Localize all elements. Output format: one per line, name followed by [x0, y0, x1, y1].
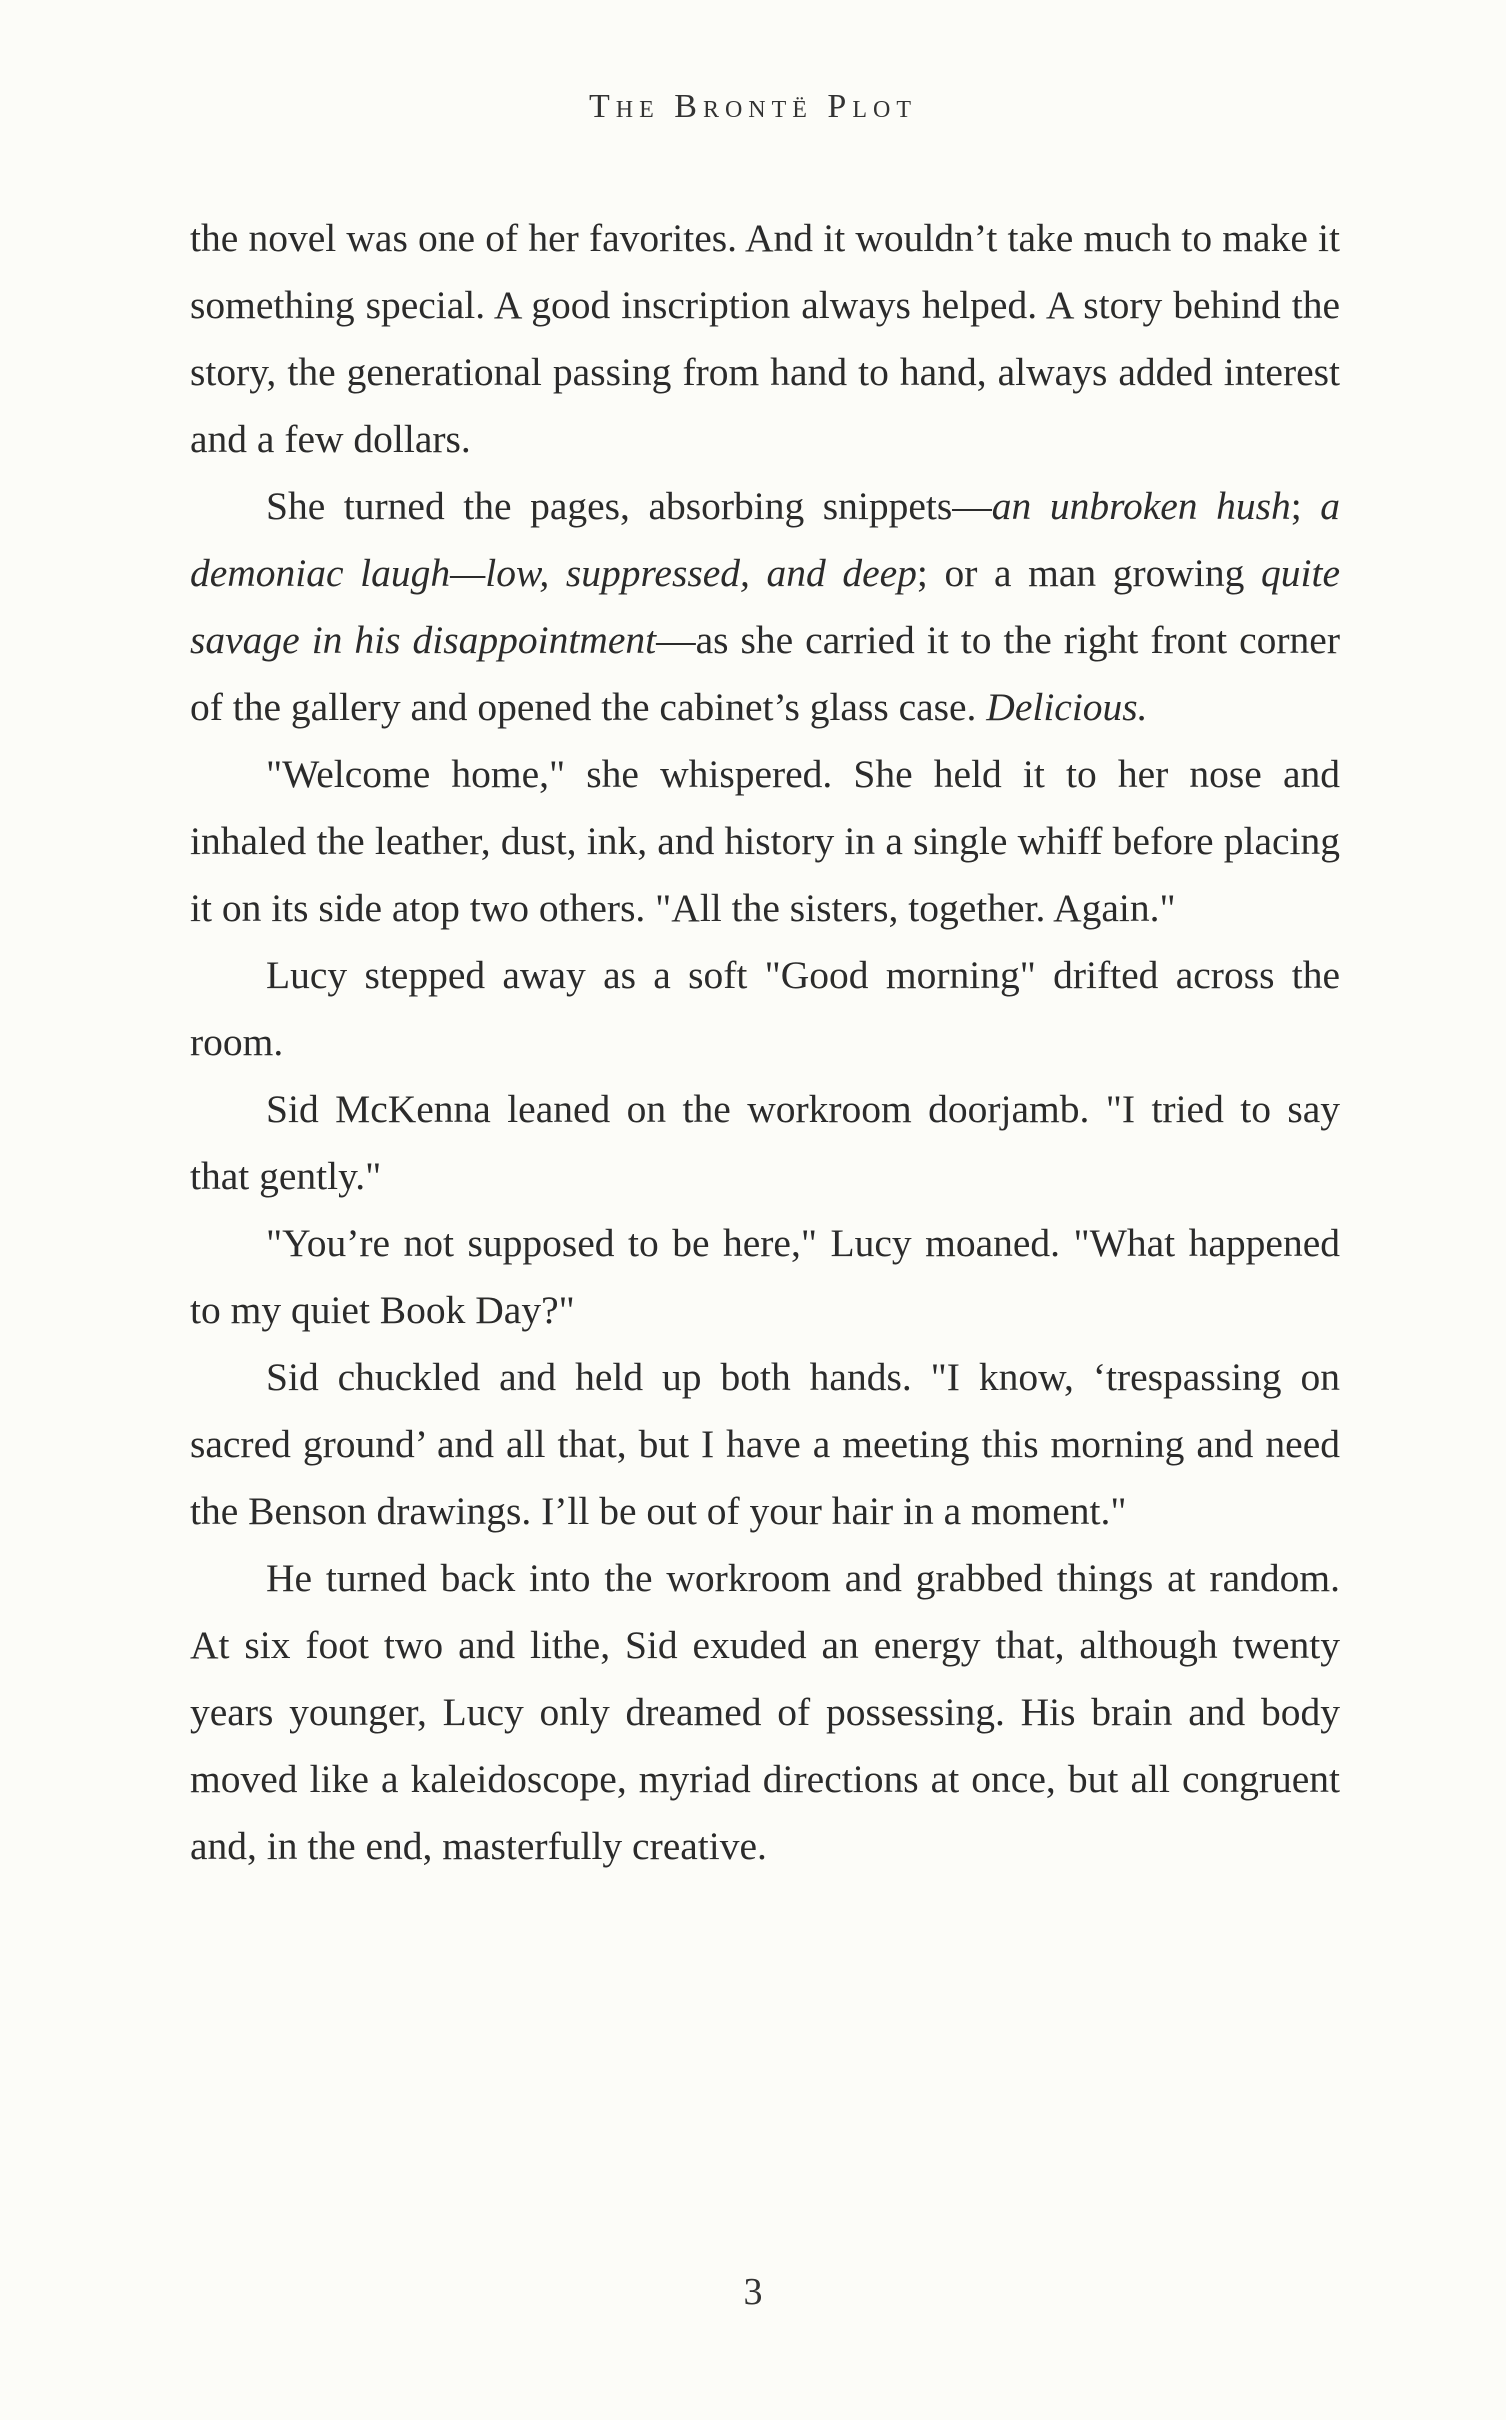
- running-head-title: The Brontë Plot: [589, 88, 917, 125]
- text-segment: She turned the pages, absorbing snippets—: [266, 484, 992, 528]
- text-segment: Sid McKenna leaned on the workroom doorjamb. "I tried to say that gently.": [190, 1087, 1340, 1198]
- paragraph: [190, 942, 1340, 1076]
- text-segment: the novel was one of her favorites. And it wouldn’t take much to make it something special. A good inscription always helped. A story behind the story, the generational passing from hand to hand, always added interest and a few dollars.: [190, 216, 1340, 461]
- italic-segment: quite savage in his disappointment: [190, 551, 1340, 662]
- paragraph: [190, 1076, 1340, 1210]
- text-segment: Sid chuckled and held up both hands. "I know, ‘trespassing on sacred ground’ and all that, but I have a meeting this morning and need the Benson drawings. I’ll be out of your hair in a moment.": [190, 1355, 1340, 1533]
- paragraph: [190, 741, 1340, 942]
- text-segment: Lucy stepped away as a soft "Good morning" drifted across the room.: [190, 953, 1340, 1064]
- text-segment: —as she carried it to the right front corner of the gallery and opened the cabinet’s glass case.: [190, 618, 1340, 729]
- paragraph: [190, 205, 1340, 473]
- text-segment: "You’re not supposed to be here," Lucy moaned. "What happened to my quiet Book Day?": [190, 1221, 1340, 1332]
- paragraph: [190, 1210, 1340, 1344]
- paragraph: [190, 1545, 1340, 1880]
- running-head: [0, 88, 1506, 126]
- page-number: 3: [743, 2271, 763, 2313]
- text-segment: ; or a man growing: [916, 551, 1262, 595]
- italic-segment: Delicious.: [986, 685, 1148, 729]
- paragraph: [190, 1344, 1340, 1545]
- text-segment: He turned back into the workroom and grabbed things at random. At six foot two and lithe, Sid exuded an energy that, although twenty years younger, Lucy only dreamed of possessing. His brain and body moved like a kaleidoscope, myriad directions at once, but all congruent and, in the end, masterfully creative.: [190, 1556, 1340, 1868]
- italic-segment: an unbroken hush: [991, 484, 1291, 528]
- text-segment: ;: [1290, 484, 1321, 528]
- paragraph: [190, 473, 1340, 741]
- text-segment: "Welcome home," she whispered. She held it to her nose and inhaled the leather, dust, ink, and history in a single whiff before placing it on its side atop two others. "All the sisters, together. Again.": [190, 752, 1340, 930]
- body-text: [190, 205, 1340, 1880]
- italic-segment: a demoniac laugh—low, suppressed, and deep: [190, 484, 1340, 595]
